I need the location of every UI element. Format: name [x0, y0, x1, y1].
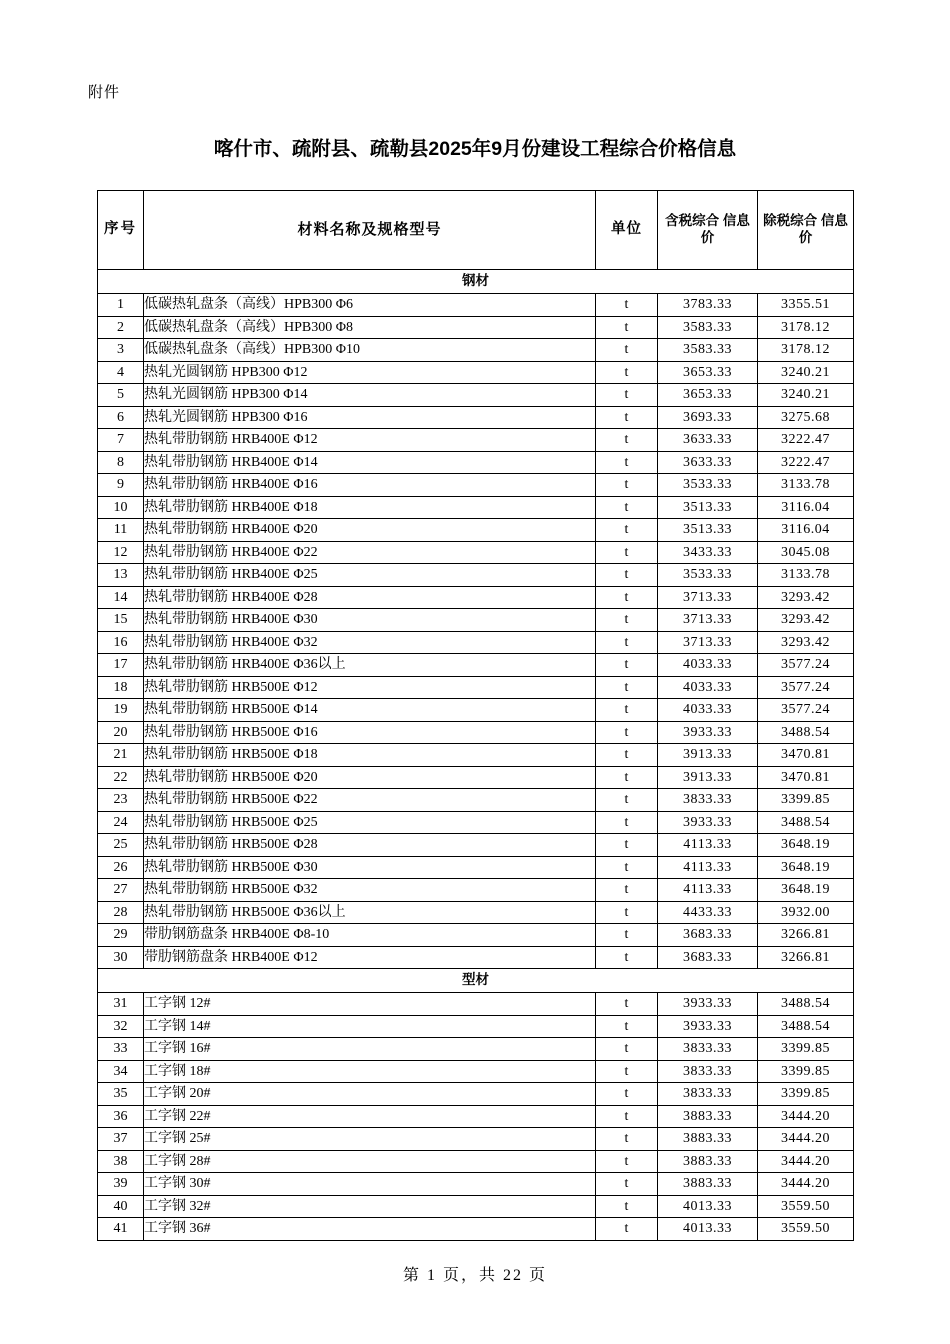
cell-tax-exclusive-price: 3293.42: [758, 586, 854, 609]
cell-tax-inclusive-price: 3433.33: [658, 541, 758, 564]
cell-unit: t: [596, 1038, 658, 1061]
table-row: [98, 699, 854, 722]
cell-tax-exclusive-price: 3577.24: [758, 676, 854, 699]
cell-tax-exclusive-price: 3116.04: [758, 496, 854, 519]
cell-index: 35: [98, 1083, 144, 1106]
cell-material-name: 低碳热轧盘条（高线）HPB300 Φ8: [144, 316, 596, 339]
cell-tax-inclusive-price: 3933.33: [658, 993, 758, 1016]
cell-material-name: 热轧带肋钢筋 HRB400E Φ30: [144, 609, 596, 632]
cell-material-name: 热轧带肋钢筋 HRB500E Φ12: [144, 676, 596, 699]
cell-index: 15: [98, 609, 144, 632]
table-row: [98, 811, 854, 834]
cell-index: 11: [98, 519, 144, 542]
cell-tax-exclusive-price: 3559.50: [758, 1218, 854, 1241]
cell-unit: t: [596, 676, 658, 699]
cell-tax-exclusive-price: 3488.54: [758, 721, 854, 744]
table-row: [98, 294, 854, 317]
table-row: [98, 1038, 854, 1061]
cell-material-name: 工字钢 25#: [144, 1128, 596, 1151]
cell-tax-inclusive-price: 3653.33: [658, 384, 758, 407]
cell-material-name: 带肋钢筋盘条 HRB400E Φ8-10: [144, 924, 596, 947]
cell-tax-exclusive-price: 3648.19: [758, 879, 854, 902]
table-row: [98, 384, 854, 407]
cell-tax-exclusive-price: 3399.85: [758, 789, 854, 812]
cell-unit: t: [596, 901, 658, 924]
cell-material-name: 热轧带肋钢筋 HRB500E Φ30: [144, 856, 596, 879]
cell-tax-exclusive-price: 3222.47: [758, 429, 854, 452]
cell-tax-exclusive-price: 3240.21: [758, 384, 854, 407]
cell-index: 4: [98, 361, 144, 384]
cell-index: 9: [98, 474, 144, 497]
cell-material-name: 热轧带肋钢筋 HRB400E Φ14: [144, 451, 596, 474]
cell-material-name: 热轧光圆钢筋 HPB300 Φ16: [144, 406, 596, 429]
page-title: 喀什市、疏附县、疏勒县2025年9月份建设工程综合价格信息: [213, 138, 737, 160]
cell-unit: t: [596, 541, 658, 564]
cell-tax-exclusive-price: 3444.20: [758, 1150, 854, 1173]
cell-tax-exclusive-price: 3293.42: [758, 631, 854, 654]
cell-tax-inclusive-price: 3533.33: [658, 474, 758, 497]
cell-tax-inclusive-price: 3913.33: [658, 744, 758, 767]
cell-tax-inclusive-price: 3713.33: [658, 586, 758, 609]
cell-material-name: 热轧带肋钢筋 HRB400E Φ22: [144, 541, 596, 564]
table-row: [98, 924, 854, 947]
cell-index: 17: [98, 654, 144, 677]
price-information-table: [97, 190, 854, 1241]
cell-tax-inclusive-price: 4033.33: [658, 699, 758, 722]
cell-unit: t: [596, 856, 658, 879]
cell-index: 8: [98, 451, 144, 474]
table-row: [98, 519, 854, 542]
column-header-unit: 单位: [596, 191, 658, 270]
cell-index: 7: [98, 429, 144, 452]
cell-index: 41: [98, 1218, 144, 1241]
table-row: [98, 339, 854, 362]
table-body: [98, 191, 854, 1241]
cell-tax-inclusive-price: 4033.33: [658, 654, 758, 677]
cell-tax-exclusive-price: 3133.78: [758, 564, 854, 587]
cell-index: 5: [98, 384, 144, 407]
cell-material-name: 热轧带肋钢筋 HRB400E Φ16: [144, 474, 596, 497]
cell-tax-exclusive-price: 3444.20: [758, 1173, 854, 1196]
cell-tax-inclusive-price: 3533.33: [658, 564, 758, 587]
cell-tax-inclusive-price: 3913.33: [658, 766, 758, 789]
cell-tax-inclusive-price: 3633.33: [658, 451, 758, 474]
attachment-label: 附件: [88, 85, 121, 101]
cell-material-name: 工字钢 28#: [144, 1150, 596, 1173]
cell-tax-inclusive-price: 3783.33: [658, 294, 758, 317]
cell-unit: t: [596, 993, 658, 1016]
table-header-row: [98, 191, 854, 270]
cell-index: 28: [98, 901, 144, 924]
cell-index: 10: [98, 496, 144, 519]
cell-unit: t: [596, 1173, 658, 1196]
cell-index: 18: [98, 676, 144, 699]
cell-index: 20: [98, 721, 144, 744]
cell-tax-exclusive-price: 3045.08: [758, 541, 854, 564]
cell-index: 27: [98, 879, 144, 902]
cell-material-name: 热轧带肋钢筋 HRB500E Φ25: [144, 811, 596, 834]
cell-material-name: 热轧带肋钢筋 HRB400E Φ28: [144, 586, 596, 609]
cell-unit: t: [596, 294, 658, 317]
cell-material-name: 热轧光圆钢筋 HPB300 Φ14: [144, 384, 596, 407]
cell-tax-exclusive-price: 3240.21: [758, 361, 854, 384]
cell-unit: t: [596, 721, 658, 744]
cell-index: 12: [98, 541, 144, 564]
cell-tax-exclusive-price: 3488.54: [758, 1015, 854, 1038]
cell-tax-exclusive-price: 3266.81: [758, 924, 854, 947]
cell-unit: t: [596, 609, 658, 632]
cell-tax-inclusive-price: 3883.33: [658, 1128, 758, 1151]
table-row: [98, 654, 854, 677]
cell-tax-exclusive-price: 3399.85: [758, 1038, 854, 1061]
cell-unit: t: [596, 496, 658, 519]
table-row: [98, 946, 854, 969]
cell-tax-exclusive-price: 3178.12: [758, 316, 854, 339]
cell-unit: t: [596, 1060, 658, 1083]
cell-unit: t: [596, 451, 658, 474]
cell-tax-inclusive-price: 3833.33: [658, 789, 758, 812]
cell-tax-exclusive-price: 3648.19: [758, 834, 854, 857]
section-title: 型材: [98, 969, 854, 993]
cell-unit: t: [596, 811, 658, 834]
cell-unit: t: [596, 361, 658, 384]
cell-tax-inclusive-price: 3883.33: [658, 1105, 758, 1128]
table-row: [98, 406, 854, 429]
cell-tax-exclusive-price: 3399.85: [758, 1083, 854, 1106]
cell-material-name: 热轧带肋钢筋 HRB400E Φ25: [144, 564, 596, 587]
cell-material-name: 热轧带肋钢筋 HRB400E Φ12: [144, 429, 596, 452]
table-row: [98, 1173, 854, 1196]
column-header-tax-incl: 含税综合 信息价: [658, 191, 758, 270]
cell-material-name: 热轧带肋钢筋 HRB500E Φ32: [144, 879, 596, 902]
cell-index: 25: [98, 834, 144, 857]
table-row: [98, 541, 854, 564]
cell-index: 37: [98, 1128, 144, 1151]
cell-tax-inclusive-price: 3833.33: [658, 1038, 758, 1061]
cell-tax-exclusive-price: 3470.81: [758, 766, 854, 789]
table-row: [98, 1128, 854, 1151]
cell-tax-inclusive-price: 3933.33: [658, 1015, 758, 1038]
page-footer: 第 1 页，共 22 页: [402, 1267, 547, 1284]
cell-tax-exclusive-price: 3577.24: [758, 654, 854, 677]
cell-unit: t: [596, 631, 658, 654]
cell-tax-inclusive-price: 3713.33: [658, 631, 758, 654]
cell-tax-exclusive-price: 3488.54: [758, 993, 854, 1016]
cell-tax-inclusive-price: 3513.33: [658, 519, 758, 542]
cell-index: 19: [98, 699, 144, 722]
table-row: [98, 1150, 854, 1173]
table-row: [98, 609, 854, 632]
cell-unit: t: [596, 946, 658, 969]
table-row: [98, 1218, 854, 1241]
cell-tax-inclusive-price: 3693.33: [658, 406, 758, 429]
cell-material-name: 热轧带肋钢筋 HRB500E Φ22: [144, 789, 596, 812]
cell-unit: t: [596, 789, 658, 812]
cell-unit: t: [596, 744, 658, 767]
table-row: [98, 631, 854, 654]
table-row: [98, 766, 854, 789]
cell-unit: t: [596, 474, 658, 497]
cell-material-name: 工字钢 20#: [144, 1083, 596, 1106]
table-row: [98, 564, 854, 587]
cell-tax-inclusive-price: 3683.33: [658, 924, 758, 947]
cell-tax-exclusive-price: 3444.20: [758, 1105, 854, 1128]
cell-unit: t: [596, 834, 658, 857]
cell-unit: t: [596, 1218, 658, 1241]
cell-tax-exclusive-price: 3266.81: [758, 946, 854, 969]
column-header-tax-excl: 除税综合 信息价: [758, 191, 854, 270]
cell-material-name: 工字钢 22#: [144, 1105, 596, 1128]
cell-material-name: 热轧带肋钢筋 HRB400E Φ20: [144, 519, 596, 542]
cell-index: 33: [98, 1038, 144, 1061]
table-row: [98, 1105, 854, 1128]
table-row: [98, 1195, 854, 1218]
cell-unit: t: [596, 879, 658, 902]
cell-index: 30: [98, 946, 144, 969]
table-row: [98, 1015, 854, 1038]
cell-tax-exclusive-price: 3275.68: [758, 406, 854, 429]
section-header-row: [98, 969, 854, 993]
cell-index: 34: [98, 1060, 144, 1083]
cell-index: 32: [98, 1015, 144, 1038]
cell-material-name: 工字钢 14#: [144, 1015, 596, 1038]
table-row: [98, 901, 854, 924]
cell-material-name: 工字钢 18#: [144, 1060, 596, 1083]
cell-material-name: 热轧带肋钢筋 HRB500E Φ28: [144, 834, 596, 857]
cell-material-name: 低碳热轧盘条（高线）HPB300 Φ6: [144, 294, 596, 317]
cell-unit: t: [596, 1128, 658, 1151]
cell-index: 36: [98, 1105, 144, 1128]
cell-unit: t: [596, 586, 658, 609]
cell-tax-inclusive-price: 3833.33: [658, 1060, 758, 1083]
cell-material-name: 热轧带肋钢筋 HRB500E Φ36以上: [144, 901, 596, 924]
cell-tax-exclusive-price: 3222.47: [758, 451, 854, 474]
cell-tax-exclusive-price: 3648.19: [758, 856, 854, 879]
cell-index: 14: [98, 586, 144, 609]
cell-unit: t: [596, 1083, 658, 1106]
cell-tax-inclusive-price: 3933.33: [658, 811, 758, 834]
table-row: [98, 316, 854, 339]
cell-index: 38: [98, 1150, 144, 1173]
cell-unit: t: [596, 384, 658, 407]
cell-unit: t: [596, 1195, 658, 1218]
cell-unit: t: [596, 766, 658, 789]
table-row: [98, 721, 854, 744]
table-row: [98, 474, 854, 497]
table-row: [98, 429, 854, 452]
cell-material-name: 低碳热轧盘条（高线）HPB300 Φ10: [144, 339, 596, 362]
table-row: [98, 676, 854, 699]
table-row: [98, 1083, 854, 1106]
table-row: [98, 451, 854, 474]
cell-tax-exclusive-price: 3116.04: [758, 519, 854, 542]
cell-tax-inclusive-price: 3583.33: [658, 316, 758, 339]
cell-tax-inclusive-price: 3683.33: [658, 946, 758, 969]
cell-material-name: 工字钢 16#: [144, 1038, 596, 1061]
cell-unit: t: [596, 429, 658, 452]
table-row: [98, 744, 854, 767]
cell-tax-inclusive-price: 4433.33: [658, 901, 758, 924]
table-row: [98, 879, 854, 902]
table-row: [98, 834, 854, 857]
cell-index: 39: [98, 1173, 144, 1196]
cell-tax-exclusive-price: 3444.20: [758, 1128, 854, 1151]
cell-tax-inclusive-price: 3583.33: [658, 339, 758, 362]
cell-tax-inclusive-price: 3653.33: [658, 361, 758, 384]
cell-material-name: 热轧带肋钢筋 HRB500E Φ18: [144, 744, 596, 767]
cell-material-name: 热轧带肋钢筋 HRB400E Φ32: [144, 631, 596, 654]
table-row: [98, 361, 854, 384]
cell-unit: t: [596, 339, 658, 362]
cell-unit: t: [596, 1150, 658, 1173]
cell-material-name: 工字钢 32#: [144, 1195, 596, 1218]
table-row: [98, 586, 854, 609]
cell-tax-exclusive-price: 3178.12: [758, 339, 854, 362]
column-header-index: 序号: [98, 191, 144, 270]
cell-index: 6: [98, 406, 144, 429]
cell-material-name: 热轧光圆钢筋 HPB300 Φ12: [144, 361, 596, 384]
cell-unit: t: [596, 406, 658, 429]
cell-index: 29: [98, 924, 144, 947]
cell-material-name: 工字钢 30#: [144, 1173, 596, 1196]
cell-tax-inclusive-price: 3933.33: [658, 721, 758, 744]
cell-index: 13: [98, 564, 144, 587]
cell-tax-inclusive-price: 4113.33: [658, 856, 758, 879]
cell-tax-inclusive-price: 3713.33: [658, 609, 758, 632]
cell-index: 21: [98, 744, 144, 767]
cell-tax-exclusive-price: 3399.85: [758, 1060, 854, 1083]
cell-unit: t: [596, 519, 658, 542]
cell-material-name: 热轧带肋钢筋 HRB400E Φ18: [144, 496, 596, 519]
table-row: [98, 993, 854, 1016]
cell-material-name: 热轧带肋钢筋 HRB500E Φ14: [144, 699, 596, 722]
cell-tax-inclusive-price: 4113.33: [658, 879, 758, 902]
cell-tax-exclusive-price: 3488.54: [758, 811, 854, 834]
price-table-container: [97, 190, 853, 1241]
cell-unit: t: [596, 654, 658, 677]
table-row: [98, 789, 854, 812]
table-row: [98, 496, 854, 519]
section-header-row: [98, 270, 854, 294]
cell-tax-exclusive-price: 3470.81: [758, 744, 854, 767]
cell-unit: t: [596, 699, 658, 722]
cell-index: 3: [98, 339, 144, 362]
cell-index: 16: [98, 631, 144, 654]
cell-material-name: 工字钢 12#: [144, 993, 596, 1016]
cell-tax-inclusive-price: 3513.33: [658, 496, 758, 519]
column-header-name: 材料名称及规格型号: [144, 191, 596, 270]
cell-index: 40: [98, 1195, 144, 1218]
cell-material-name: 热轧带肋钢筋 HRB500E Φ16: [144, 721, 596, 744]
cell-unit: t: [596, 564, 658, 587]
cell-material-name: 热轧带肋钢筋 HRB400E Φ36以上: [144, 654, 596, 677]
cell-tax-inclusive-price: 3633.33: [658, 429, 758, 452]
cell-unit: t: [596, 924, 658, 947]
cell-unit: t: [596, 1015, 658, 1038]
cell-material-name: 工字钢 36#: [144, 1218, 596, 1241]
cell-tax-inclusive-price: 3883.33: [658, 1173, 758, 1196]
cell-index: 1: [98, 294, 144, 317]
cell-tax-exclusive-price: 3293.42: [758, 609, 854, 632]
cell-tax-inclusive-price: 3883.33: [658, 1150, 758, 1173]
cell-tax-exclusive-price: 3577.24: [758, 699, 854, 722]
cell-unit: t: [596, 1105, 658, 1128]
cell-index: 26: [98, 856, 144, 879]
table-row: [98, 1060, 854, 1083]
cell-tax-exclusive-price: 3559.50: [758, 1195, 854, 1218]
cell-tax-inclusive-price: 3833.33: [658, 1083, 758, 1106]
cell-tax-exclusive-price: 3355.51: [758, 294, 854, 317]
cell-tax-inclusive-price: 4013.33: [658, 1218, 758, 1241]
cell-index: 2: [98, 316, 144, 339]
cell-index: 23: [98, 789, 144, 812]
cell-material-name: 热轧带肋钢筋 HRB500E Φ20: [144, 766, 596, 789]
cell-material-name: 带肋钢筋盘条 HRB400E Φ12: [144, 946, 596, 969]
section-title: 钢材: [98, 270, 854, 294]
cell-index: 24: [98, 811, 144, 834]
cell-tax-exclusive-price: 3133.78: [758, 474, 854, 497]
cell-index: 31: [98, 993, 144, 1016]
cell-tax-inclusive-price: 4113.33: [658, 834, 758, 857]
cell-index: 22: [98, 766, 144, 789]
cell-tax-inclusive-price: 4013.33: [658, 1195, 758, 1218]
cell-tax-inclusive-price: 4033.33: [658, 676, 758, 699]
cell-tax-exclusive-price: 3932.00: [758, 901, 854, 924]
table-row: [98, 856, 854, 879]
cell-unit: t: [596, 316, 658, 339]
